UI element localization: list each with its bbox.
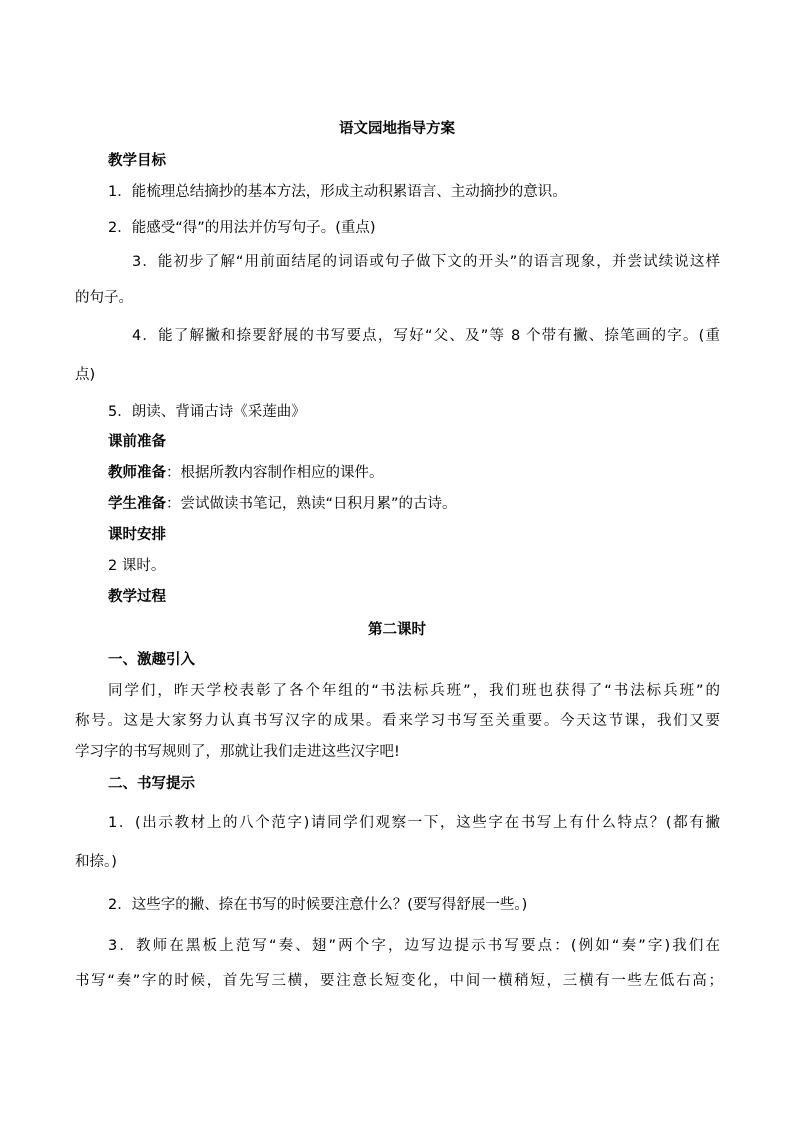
prep-student-text: ：尝试做读书笔记，熟读“日积月累”的古诗。 — [166, 496, 457, 512]
goals-heading: 教学目标 — [108, 153, 166, 169]
goal-item-4-line1: 4．能了解撇和捺要舒展的书写要点，写好“父、及”等 8 个带有撇、捺笔画的字。(重 — [132, 328, 720, 344]
goal-item-5: 5．朗读、背诵古诗《采莲曲》 — [108, 404, 306, 420]
lesson-title: 第二课时 — [368, 622, 426, 638]
schedule-text: 2 课时。 — [108, 558, 166, 574]
prep-student — [108, 495, 457, 513]
section2-item1-line2: 和捺。) — [75, 854, 117, 870]
section1-line2: 称号。这是大家努力认真书写汉字的成果。看来学习书写至关重要。今天这节课，我们又要 — [75, 713, 720, 729]
prep-heading: 课前准备 — [108, 434, 166, 450]
section2-item2: 2．这些字的撇、捺在书写的时候要注意什么？(要写得舒展一些。) — [108, 897, 528, 913]
section1-line3: 学习字的书写规则了，那就让我们走进这些汉字吧! — [75, 744, 400, 760]
process-heading: 教学过程 — [108, 589, 166, 605]
prep-student-label: 学生准备 — [108, 496, 166, 512]
prep-teacher-text: ：根据所教内容制作相应的课件。 — [166, 465, 384, 481]
document-title: 语文园地指导方案 — [339, 121, 455, 137]
section1-line1: 同学们，昨天学校表彰了各个年组的“书法标兵班”，我们班也获得了“书法标兵班”的 — [108, 683, 720, 699]
goal-item-3-line1: 3．能初步了解“用前面结尾的词语或句子做下文的开头”的语言现象，并尝试续说这样 — [132, 254, 720, 270]
section2-item3-line2: 书写“奏”字的时候，首先写三横，要注意长短变化，中间一横稍短，三横有一些左低右高； — [75, 973, 723, 989]
goal-item-2: 2．能感受“得”的用法并仿写句子。(重点) — [108, 220, 376, 236]
goal-item-3-line2: 的句子。 — [75, 290, 133, 306]
goal-item-4-line2: 点) — [75, 367, 96, 383]
prep-teacher — [108, 464, 384, 482]
section2-heading: 二、书写提示 — [108, 776, 195, 792]
goal-item-1: 1．能梳理总结摘抄的基本方法，形成主动积累语言、主动摘抄的意识。 — [108, 184, 567, 200]
prep-teacher-label: 教师准备 — [108, 465, 166, 481]
section2-item1-line1: 1．(出示教材上的八个范字)请同学们观察一下，这些字在书写上有什么特点？(都有撇 — [108, 815, 720, 831]
section2-item3-line1: 3．教师在黑板上范写“奏、翅”两个字，边写边提示书写要点：(例如“奏”字)我们在 — [108, 938, 720, 954]
schedule-heading: 课时安排 — [108, 527, 166, 543]
section1-heading: 一、激趣引入 — [108, 652, 195, 668]
